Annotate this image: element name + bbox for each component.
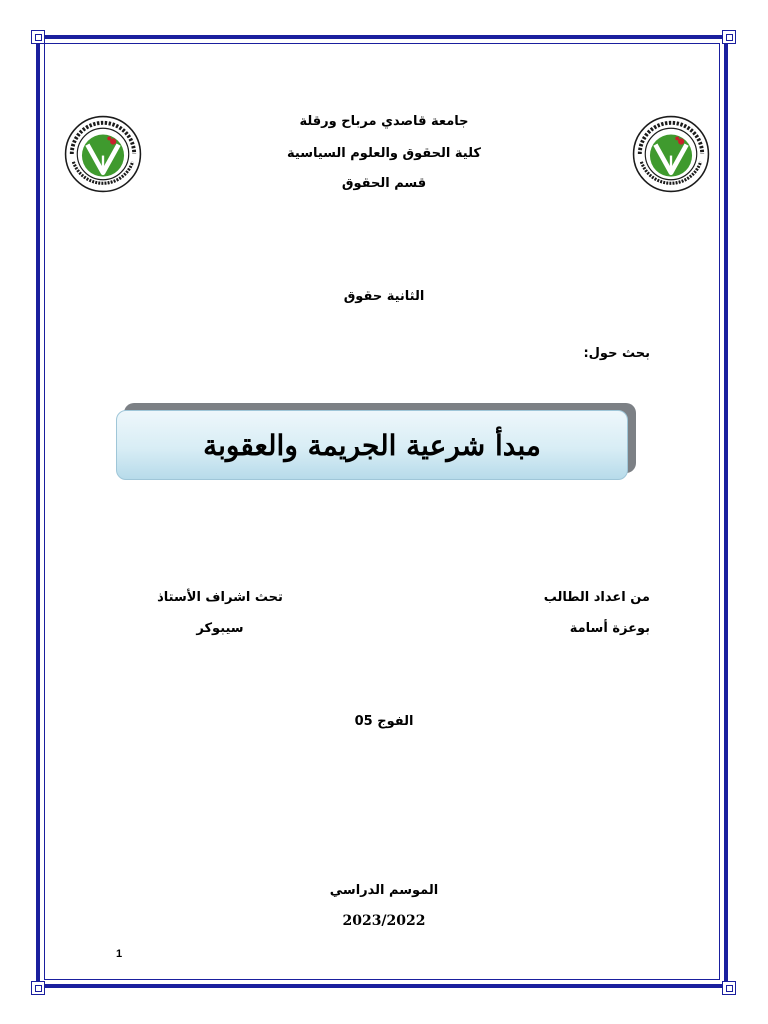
student-label: من اعداد الطالب: [543, 590, 650, 605]
research-label: بحث حول:: [583, 346, 650, 361]
study-level: الثانية حقوق: [343, 289, 425, 304]
academic-year-value: 2023/2022: [342, 913, 426, 929]
group-number: الفوج 05: [354, 714, 414, 729]
frame-corner-bottom-left: [31, 981, 45, 995]
supervisor-name: سيبوكر: [196, 621, 244, 636]
frame-corner-top-left: [31, 30, 45, 44]
page-number: 1: [116, 948, 123, 960]
academic-year-label: الموسم الدراسي: [329, 883, 439, 898]
university-logo-right: [632, 115, 710, 193]
university-logo-left: [64, 115, 142, 193]
university-name: جامعة قاصدي مرباح ورقلة: [299, 114, 469, 129]
faculty-name: كلية الحقوق والعلوم السياسية: [287, 146, 481, 161]
department-name: قسم الحقوق: [341, 176, 427, 191]
research-title-box: [116, 410, 628, 480]
supervisor-label: تحث اشراف الأستاذ: [157, 590, 283, 605]
student-name: بوعزة أسامة: [569, 621, 650, 636]
frame-corner-bottom-right: [722, 981, 736, 995]
research-title: مبدأ شرعية الجريمة والعقوبة: [203, 428, 541, 462]
frame-corner-top-right: [722, 30, 736, 44]
